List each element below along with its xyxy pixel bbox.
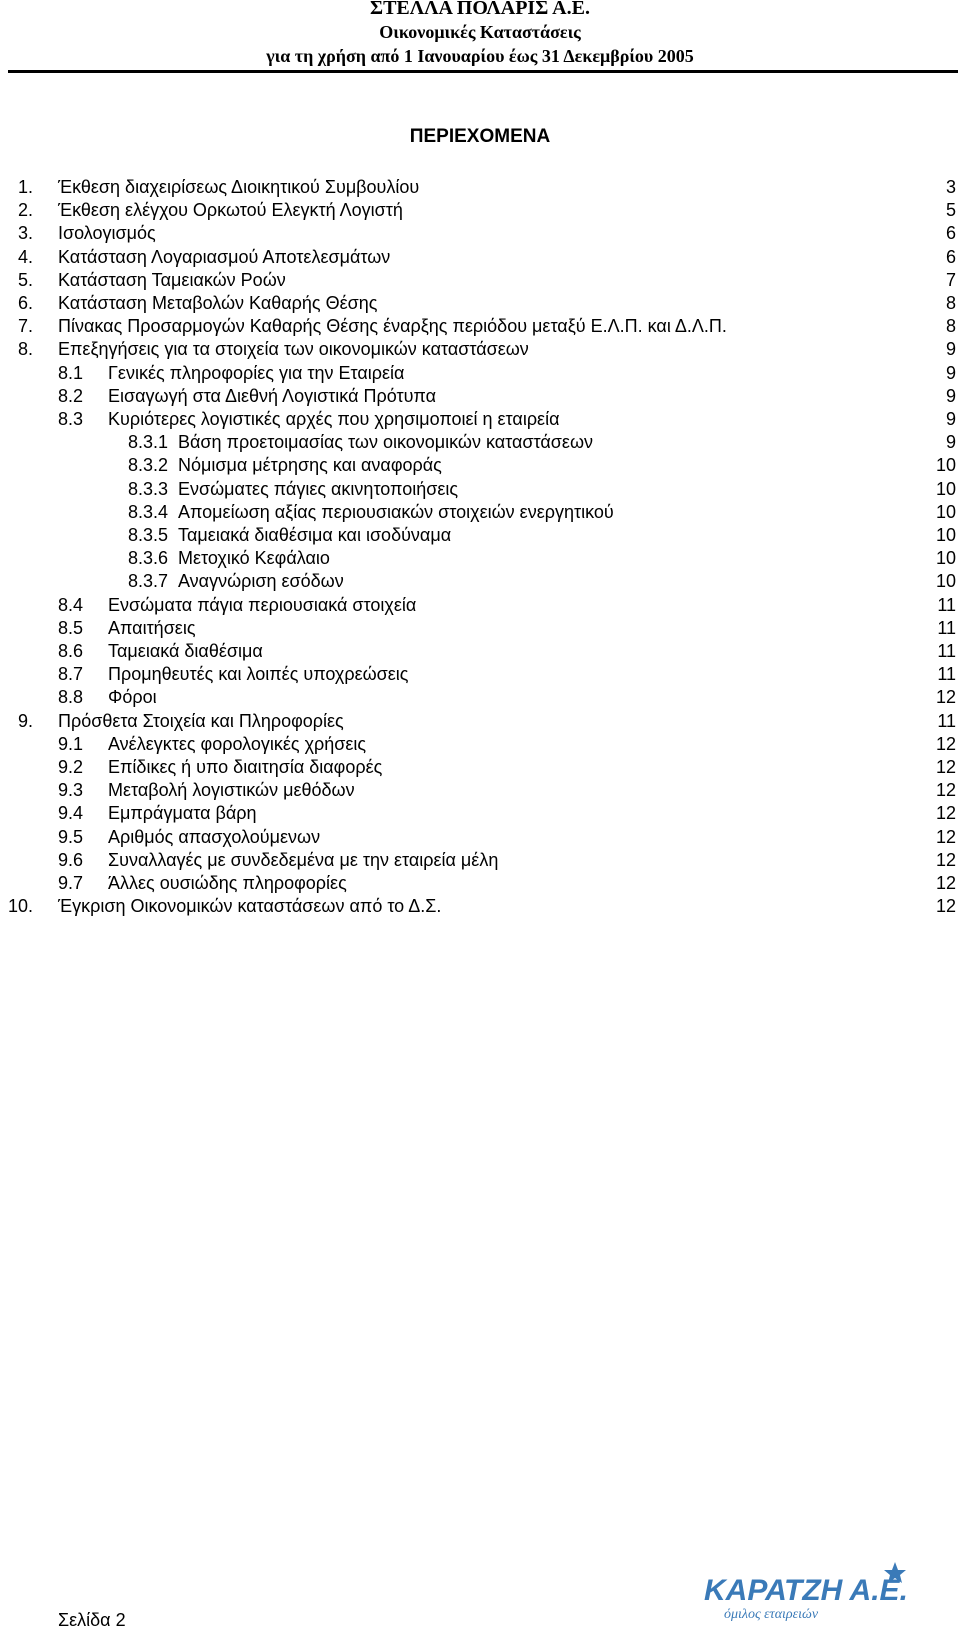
toc-entry-page: 9 [945,409,956,429]
toc-title: ΠΕΡΙΕΧΟΜΕΝΑ [409,126,551,147]
toc-entry-number: 8.3.3 [128,478,169,499]
toc-entry-title: Επεξηγήσεις για τα στοιχεία των οικονομικών καταστάσεων [58,339,529,360]
toc-entry [0,430,960,454]
toc-entry-title: Προμηθευτές και λοιπές υποχρεώσεις [108,664,409,685]
toc-entry-title: Ενσώματα πάγια περιουσιακά στοιχεία [108,594,417,615]
toc-entry-number: 10. [8,896,34,917]
toc-entry-title: Εισαγωγή στα Διεθνή Λογιστικά Πρότυπα [108,385,436,406]
toc-entry-title: Ταμειακά διαθέσιμα [108,641,263,661]
toc-entry-page: 11 [937,710,956,731]
toc-entry [0,801,960,825]
toc-entry [0,198,960,222]
toc-entry-number: 9.6 [58,849,84,870]
toc-entry [0,477,960,501]
toc-entry [0,361,960,385]
toc-entry-page: 12 [935,780,956,801]
toc-entry-number: 8.3.5 [128,525,169,545]
toc-entry-number: 2. [18,200,34,221]
header-divider [8,70,958,73]
toc-entry [0,245,960,269]
toc-entry-page: 3 [945,177,956,197]
toc-entry-title: Μετοχικό Κεφάλαιο [178,548,330,569]
toc-entry [0,685,960,709]
toc-entry-title: Έκθεση διαχειρίσεως Διοικητικού Συμβουλίου [58,177,420,197]
toc-entry-number: 8.4 [58,594,84,615]
toc-entry-page: 12 [935,757,956,777]
svg-text:ΚΑΡΑΤΖΗ Α.Ε.: ΚΑΡΑΤΖΗ Α.Ε. [704,1574,908,1607]
company-name: ΣΤΕΛΛΑ ΠΟΛΑΡΙΣ Α.Ε. [370,0,590,19]
toc-entry-title: Αριθμός απασχολούμενων [108,826,321,847]
toc-entry [0,709,960,733]
toc-entry-number: 9.7 [58,873,84,893]
toc-entry [0,755,960,779]
toc-entry-number: 9.5 [58,826,84,847]
toc-entry [0,268,960,292]
toc-entry [0,825,960,849]
toc-entry [0,639,960,663]
toc-entry [0,175,960,199]
toc-entry-page: 10 [935,455,956,476]
toc-entry-page: 9 [945,432,956,453]
toc-entry-page: 12 [935,873,956,893]
toc-entry-page: 6 [945,246,956,267]
toc-entry-page: 10 [935,525,956,545]
toc-entry-number: 9.3 [58,780,84,801]
company-logo [700,1560,950,1622]
toc-entry-page: 12 [935,687,956,708]
toc-entry-number: 8.6 [58,641,84,661]
toc-entry-number: 4. [18,246,34,267]
toc-entry [0,569,960,593]
toc-entry-page: 11 [937,664,956,685]
toc-entry [0,314,960,338]
toc-entry [0,593,960,617]
toc-entry-title: Άλλες ουσιώδης πληροφορίες [108,873,347,893]
toc-entry [0,291,960,315]
toc-entry-number: 8.3.4 [128,501,169,522]
toc-entry [0,407,960,431]
toc-entry-title: Απαιτήσεις [108,617,196,638]
toc-entry-title: Ισολογισμός [58,223,156,244]
toc-entry-number: 6. [18,293,34,313]
toc-entry-number: 9.2 [58,757,84,777]
toc-entry-title: Μεταβολή λογιστικών μεθόδων [108,780,355,801]
toc-entry [0,871,960,895]
toc-entry-title: Επίδικες ή υπο διαιτησία διαφορές [108,757,383,777]
toc-entry-page: 7 [945,269,956,290]
toc-entry-number: 8.3 [58,409,84,429]
toc-entry-page: 10 [935,548,956,569]
toc-entry [0,546,960,570]
toc-entry-page: 11 [937,594,956,615]
toc-entry-page: 10 [935,478,956,499]
toc-entry-number: 9. [18,710,34,731]
toc-entry-number: 8.3.6 [128,548,169,569]
toc-entry [0,732,960,756]
karatzi-logo-icon [700,1560,950,1622]
toc-entry-page: 12 [935,803,956,824]
document-subtitle: Οικονομικές Καταστάσεις [379,22,581,42]
toc-entry-title: Βάση προετοιμασίας των οικονομικών καταστάσεων [178,432,593,453]
svg-text:όμιλος εταιρειών: όμιλος εταιρειών [724,1607,819,1622]
toc-entry [0,848,960,872]
toc-entry [0,894,960,918]
toc-entry-number: 8.7 [58,664,84,685]
toc-entry-number: 3. [18,223,34,244]
toc-entry-title: Κατάσταση Ταμειακών Ροών [58,269,286,290]
toc-entry-page: 12 [935,896,956,917]
toc-entry-page: 10 [935,571,956,592]
toc-entry-number: 8.3.2 [128,455,169,476]
toc-entry-page: 6 [945,223,956,244]
toc-entry-page: 9 [945,339,956,360]
toc-entry [0,453,960,477]
toc-entry-title: Πίνακας Προσαρμογών Καθαρής Θέσης έναρξης περιόδου μεταξύ Ε.Λ.Π. και Δ.Λ.Π. [58,316,727,337]
toc-entry-page: 9 [945,362,956,383]
toc-entry-page: 11 [937,617,956,638]
toc-entry-number: 8.3.7 [128,571,169,592]
toc-entry-page: 11 [937,641,956,661]
toc-entry-number: 8. [18,339,34,360]
toc-entry-title: Απομείωση αξίας περιουσιακών στοιχειών ενεργητικού [178,501,614,522]
toc-entry-title: Έκθεση ελέγχου Ορκωτού Ελεγκτή Λογιστή [58,200,403,221]
toc-entry [0,221,960,245]
toc-entry [0,500,960,524]
toc-entry-number: 1. [18,177,34,197]
reporting-period: για τη χρήση από 1 Ιανουαρίου έως 31 Δεκεμβρίου 2005 [266,46,694,66]
toc-entry-page: 12 [935,826,956,847]
toc-entry-page: 8 [945,293,956,313]
toc-entry-page: 12 [935,733,956,754]
toc-entry [0,662,960,686]
toc-entry-title: Εμπράγματα βάρη [108,803,257,824]
toc-entry-page: 5 [945,200,956,221]
toc-entry-number: 8.1 [58,362,84,383]
toc-entry-title: Πρόσθετα Στοιχεία και Πληροφορίες [58,710,344,731]
toc-entry-title: Ενσώματες πάγιες ακινητοποιήσεις [178,478,459,499]
page-number: Σελίδα 2 [58,1610,126,1630]
toc-entry-page: 9 [945,385,956,406]
toc-entry-page: 10 [935,501,956,522]
toc-entry-number: 9.4 [58,803,84,824]
toc-entry-title: Ταμειακά διαθέσιμα και ισοδύναμα [178,525,452,545]
toc-entry-title: Κατάσταση Λογαριασμού Αποτελεσμάτων [58,246,391,267]
toc-entry-page: 8 [945,316,956,337]
toc-entry-title: Συναλλαγές με συνδεδεμένα με την εταιρεία μέλη [108,849,499,870]
toc-entry [0,337,960,361]
toc-entry-title: Έγκριση Οικονομικών καταστάσεων από το Δ.Σ. [58,896,442,917]
toc-entry-title: Κυριότερες λογιστικές αρχές που χρησιμοποιεί η εταιρεία [108,409,560,429]
toc-entry-title: Αναγνώριση εσόδων [178,571,344,592]
toc-entry-title: Γενικές πληροφορίες για την Εταιρεία [108,362,405,383]
toc-entry [0,384,960,408]
toc-entry [0,778,960,802]
toc-entry-title: Ανέλεγκτες φορολογικές χρήσεις [108,733,367,754]
toc-entry-number: 5. [18,269,34,290]
toc-entry [0,523,960,547]
toc-entry-number: 8.5 [58,617,84,638]
toc-entry-number: 7. [18,316,34,337]
toc-entry-number: 8.3.1 [128,432,169,453]
toc-entry-title: Κατάσταση Μεταβολών Καθαρής Θέσης [58,293,378,313]
toc-entry-title: Νόμισμα μέτρησης και αναφοράς [178,455,442,476]
toc-entry-number: 8.2 [58,385,84,406]
toc-entry [0,616,960,640]
toc-entry-number: 9.1 [58,733,84,754]
toc-entry-number: 8.8 [58,687,84,708]
toc-entry-page: 12 [935,849,956,870]
toc-entry-title: Φόροι [108,687,157,708]
